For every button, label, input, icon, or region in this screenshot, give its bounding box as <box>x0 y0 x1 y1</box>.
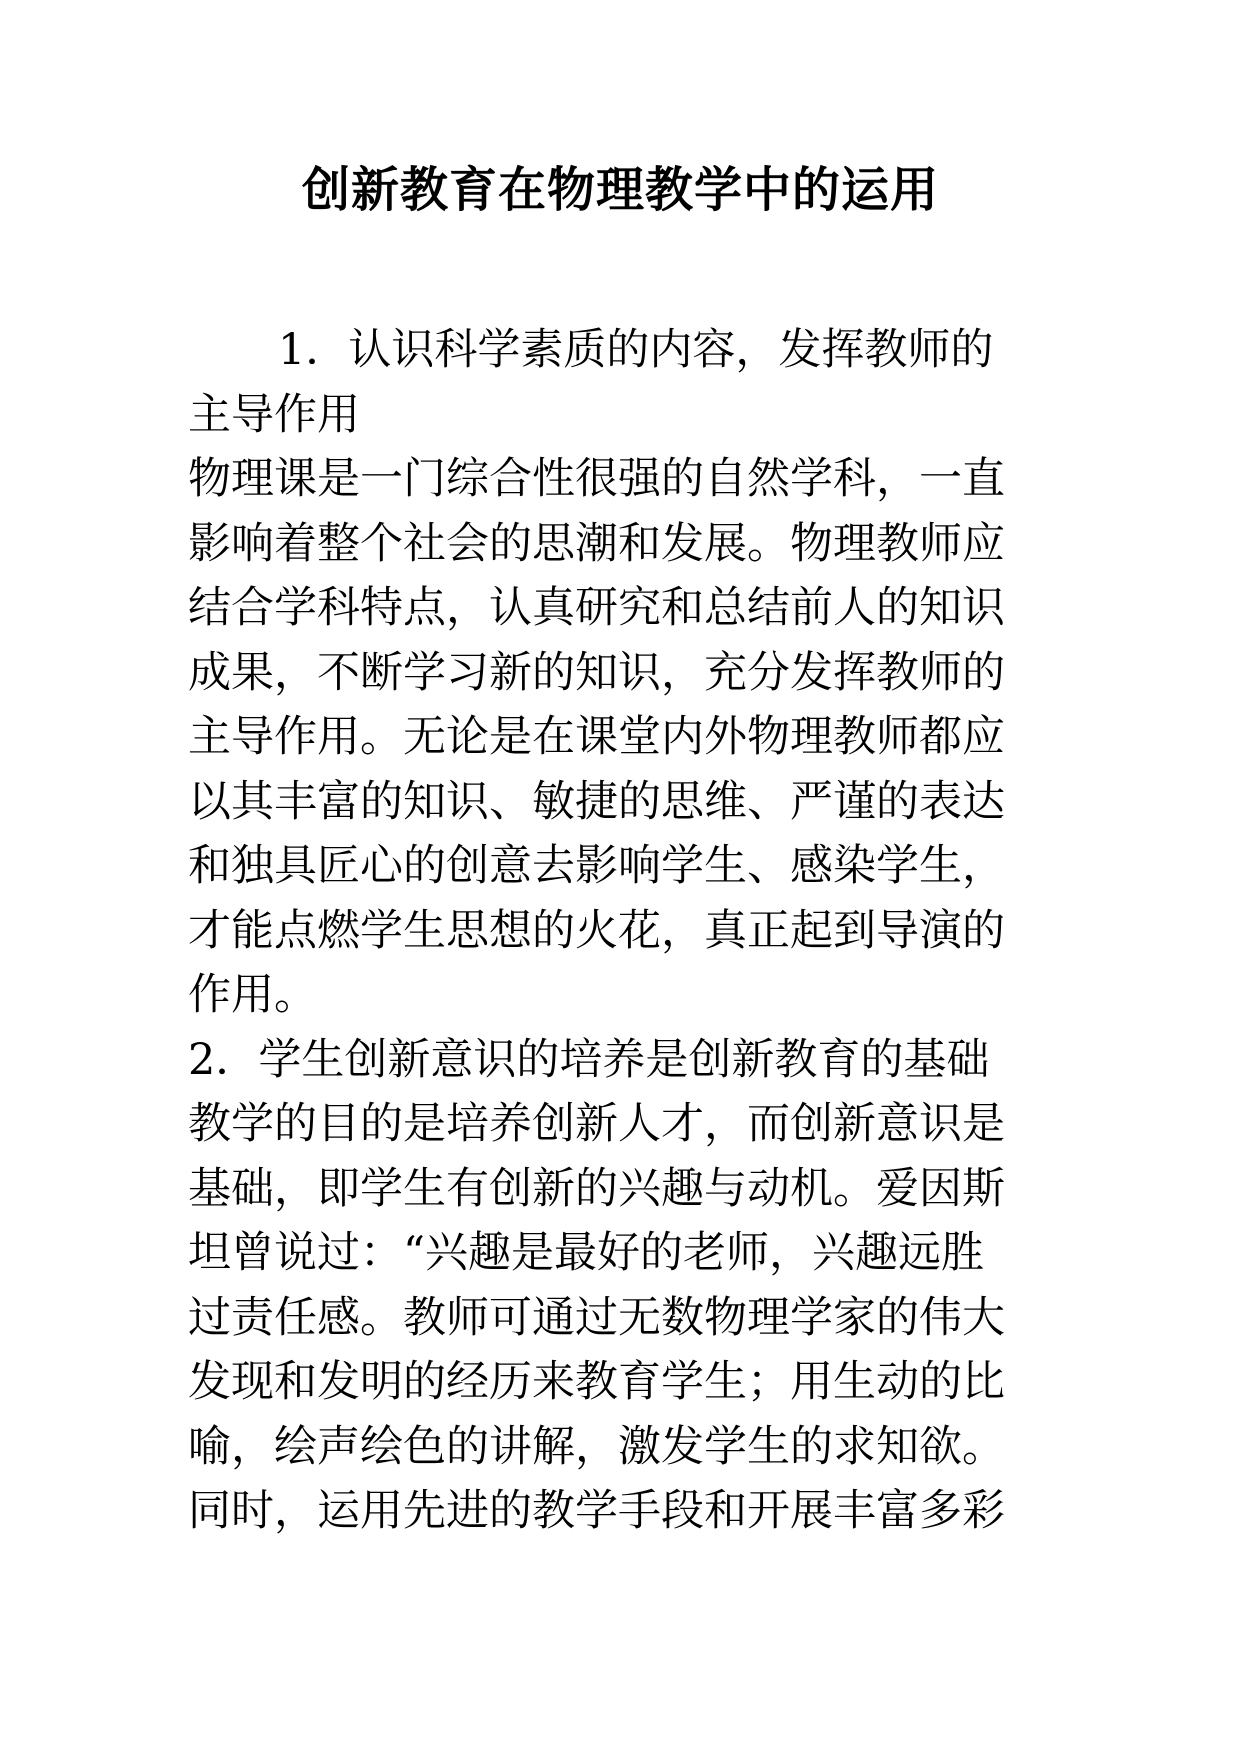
paragraph-line: 才能点燃学生思想的火花，真正起到导演的 <box>188 905 1005 956</box>
paragraph-line: 坦曾说过：“兴趣是最好的老师，兴趣远胜 <box>188 1228 984 1278</box>
document-body <box>188 318 1088 1544</box>
paragraph-line: 同时，运用先进的教学手段和开展丰富多彩 <box>188 1486 1005 1536</box>
document-title: 创新教育在物理教学中的运用 <box>301 162 939 218</box>
paragraph-line: 影响着整个社会的思潮和发展。物理教师应 <box>188 518 1005 569</box>
paragraph-line: 发现和发明的经历来教育学生；用生动的比 <box>188 1357 1005 1407</box>
paragraph-line: 物理课是一门综合性很强的自然学科，一直 <box>188 454 1005 504</box>
paragraph-line: 成果，不断学习新的知识，充分发挥教师的 <box>188 647 1005 698</box>
paragraph-line: 主导作用。无论是在课堂内外物理教师都应 <box>188 712 1005 762</box>
paragraph-line: 基础，即学生有创新的兴趣与动机。爱因斯 <box>188 1163 1005 1214</box>
paragraph-line: 结合学科特点，认真研究和总结前人的知识 <box>188 583 1005 633</box>
paragraph-line: 以其丰富的知识、敏捷的思维、严谨的表达 <box>188 776 1005 827</box>
section-heading-2: 2．学生创新意识的培养是创新教育的基础 <box>188 1034 990 1085</box>
paragraph-line: 喻，绘声绘色的讲解，激发学生的求知欲。 <box>188 1421 1005 1472</box>
paragraph-line: 和独具匠心的创意去影响学生、感染学生， <box>188 841 1005 891</box>
section-heading-1: 1．认识科学素质的内容，发挥教师的 <box>278 325 994 375</box>
paragraph-line: 过责任感。教师可通过无数物理学家的伟大 <box>188 1292 1005 1343</box>
section-heading-1-cont: 主导作用 <box>188 389 360 440</box>
paragraph-line: 教学的目的是培养创新人才，而创新意识是 <box>188 1099 1005 1149</box>
paragraph-line: 作用。 <box>188 970 317 1020</box>
